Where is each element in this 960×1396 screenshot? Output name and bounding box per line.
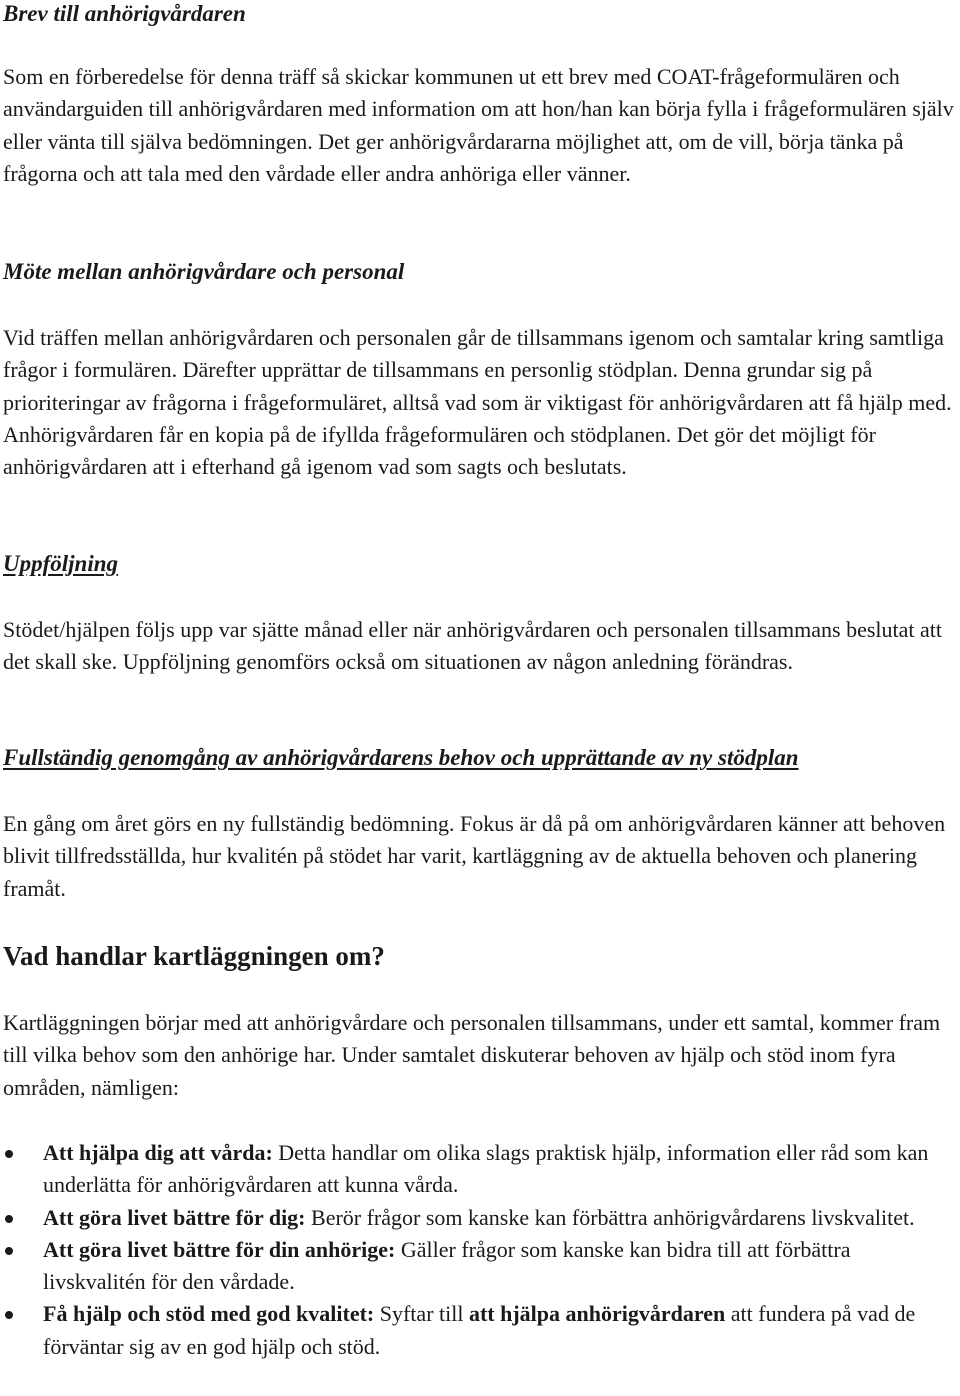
bullet-icon — [5, 1215, 13, 1223]
list-item — [3, 1298, 958, 1363]
bullet-icon — [5, 1247, 13, 1255]
heading-fullstandig: Fullständig genomgång av anhörigvårdarens behov och upprättande av ny stödplan — [3, 745, 799, 770]
list-item-text: Gäller frågor som kanske kan bidra till att förbättra livskvalitén för den vårdade. — [43, 1236, 851, 1295]
paragraph-kartlaggning: Kartläggningen börjar med att anhörigvårdare och personalen tillsammans, under ett samtal, kommer fram till vilka behov som den anhörige har. Under samtalet diskuterar behoven av hjälp och stöd inom fyra områden, nämligen: — [3, 1010, 941, 1100]
list-item-text: Syftar till — [374, 1301, 469, 1327]
list-item — [3, 1202, 958, 1234]
paragraph-uppfoljning: Stödet/hjälpen följs upp var sjätte månad eller när anhörigvårdaren och personalen tillsammans beslutat att det skall ske. Uppföljning genomförs också om situationen av någon anledning förändras. — [3, 617, 942, 675]
list-item-title: Att göra livet bättre för dig: — [43, 1204, 306, 1230]
list-item-text: Detta handlar om olika slags praktisk hjälp, information eller råd som kan underlätta för anhörigvårdaren att kunna vårda. — [43, 1140, 929, 1198]
list-item — [3, 1137, 958, 1202]
list-item-title: Att göra livet bättre för din anhörige: — [43, 1236, 396, 1262]
bullet-icon — [5, 1150, 13, 1158]
list-item-text-end: att fundera på vad de förväntar sig av en god hjälp och stöd. — [43, 1301, 916, 1359]
bullet-icon — [5, 1311, 13, 1319]
list-item-text: Berör frågor som kanske kan förbättra anhörigvårdarens livskvalitet. — [305, 1204, 915, 1230]
list-item-title: Få hjälp och stöd med god kvalitet: — [43, 1301, 375, 1327]
list-item-emphasis: att hjälpa anhörigvårdaren — [468, 1301, 726, 1327]
paragraph-brev: Som en förberedelse för denna träff så skickar kommunen ut ett brev med COAT-frågeformulären och användarguiden till anhörigvårdaren med information om att hon/han kan börja fylla i frågeformulären själv eller vänta till själva bedömningen. Det ger anhörigvårdararna möjlighet att, om de vill, börja tänka på frågorna och att tala med den vårdade eller andra anhöriga eller vänner. — [3, 64, 954, 186]
paragraph-fullstandig: En gång om året görs en ny fullständig bedömning. Fokus är då på om anhörigvårdaren känner att behoven blivit tillfredsställda, hur kvalitén på stödet har varit, kartläggning av de aktuella behoven och planering framåt. — [3, 811, 946, 901]
paragraph-mote: Vid träffen mellan anhörigvårdaren och personalen går de tillsammans igenom och samtalar kring samtliga frågor i formulären. Därefter upprättar de tillsammans en personlig stödplan. Denna grundar sig på prioriteringar av frågorna i frågeformuläret, alltså vad som är viktigast för anhörigvårdaren att få hjälp med. Anhörigvårdaren får en kopia på de ifyllda frågeformulären och stödplanen. Det gör det möjligt för anhörigvårdaren att i efterhand gå igenom vad som sagts och beslutats. — [3, 325, 952, 480]
heading-uppfoljning: Uppföljning — [3, 551, 119, 576]
heading-mote: Möte mellan anhörigvårdare och personal — [3, 259, 405, 284]
list-item — [3, 1234, 958, 1299]
list-item-title: Att hjälpa dig att vårda: — [43, 1140, 273, 1165]
areas-list — [3, 1137, 958, 1363]
heading-vad-handlar: Vad handlar kartläggningen om? — [3, 941, 385, 971]
heading-brev: Brev till anhörigvårdaren — [3, 1, 246, 26]
